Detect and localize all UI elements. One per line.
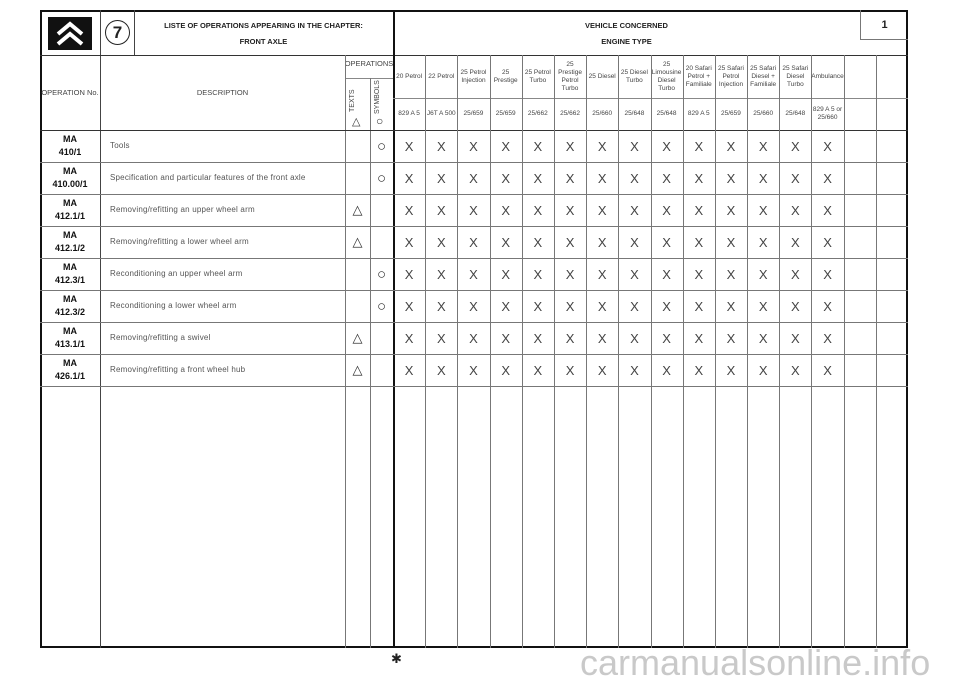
applicability-mark: X	[565, 170, 575, 186]
applicability-mark: X	[533, 234, 543, 250]
engine-type: 25/659	[463, 110, 484, 117]
applicability-mark: X	[694, 330, 704, 346]
operation-prefix: MA	[63, 262, 77, 272]
operation-description: Removing/refitting an upper wheel arm	[110, 205, 255, 214]
applicability-mark: X	[694, 298, 704, 314]
operation-code: 412.1/2	[54, 243, 86, 253]
applicability-mark: X	[726, 170, 736, 186]
operation-prefix: MA	[63, 166, 77, 176]
vehicle-name: 25 Safari Diesel + Familiale	[750, 65, 777, 88]
applicability-mark: X	[501, 298, 510, 314]
applicability-mark: X	[726, 266, 736, 282]
applicability-mark: X	[630, 266, 639, 282]
operation-code: 412.3/2	[54, 307, 86, 317]
vehicle-name	[844, 56, 876, 98]
operation-number	[40, 194, 100, 226]
applicability-mark: X	[469, 362, 478, 378]
applicability-mark: X	[662, 330, 671, 346]
applicability-mark: X	[436, 202, 446, 218]
applicability-mark: X	[791, 330, 800, 346]
applicability-mark: X	[469, 298, 478, 314]
applicability-mark: X	[630, 202, 639, 218]
applicability-mark: X	[823, 202, 832, 218]
operation-code: 412.3/1	[54, 275, 86, 285]
applicability-mark: X	[823, 330, 832, 346]
triangle-icon: △	[352, 202, 363, 217]
applicability-mark: X	[436, 170, 446, 186]
applicability-mark: X	[469, 330, 478, 346]
operation-number	[40, 258, 100, 290]
applicability-mark: X	[436, 330, 446, 346]
applicability-mark: X	[662, 234, 671, 250]
applicability-mark: X	[501, 362, 510, 378]
operation-code: 410.00/1	[52, 179, 88, 189]
applicability-mark: X	[630, 362, 639, 378]
vehicle-name: 20 Safari Petrol + Familiale	[685, 65, 712, 88]
applicability-mark: X	[726, 138, 736, 154]
applicability-mark: X	[630, 234, 639, 250]
applicability-mark: X	[565, 330, 575, 346]
applicability-mark: X	[630, 298, 639, 314]
applicability-mark: X	[436, 266, 446, 282]
operation-prefix: MA	[63, 358, 77, 368]
operation-number	[40, 290, 100, 322]
applicability-mark: X	[758, 330, 768, 346]
applicability-mark: X	[662, 298, 671, 314]
operation-description: Removing/refitting a lower wheel arm	[110, 237, 249, 246]
page-number: 1	[860, 10, 908, 40]
applicability-mark: X	[791, 138, 800, 154]
applicability-mark: X	[565, 234, 575, 250]
row-divider	[40, 386, 908, 387]
operation-number	[40, 130, 100, 162]
applicability-mark: X	[662, 170, 671, 186]
operation-no-header: OPERATION No.	[41, 88, 99, 97]
triangle-icon: △	[352, 234, 363, 249]
applicability-mark: X	[404, 170, 414, 186]
applicability-mark: X	[662, 138, 671, 154]
operation-prefix: MA	[63, 294, 77, 304]
applicability-mark: X	[404, 202, 414, 218]
engine-type	[876, 98, 908, 130]
vehicle-name: 25 Limousine Diesel Turbo	[651, 61, 682, 92]
applicability-mark: X	[469, 138, 478, 154]
applicability-mark: X	[823, 138, 832, 154]
applicability-mark: X	[533, 298, 543, 314]
applicability-mark: X	[469, 234, 478, 250]
applicability-mark: X	[662, 362, 671, 378]
applicability-mark: X	[758, 170, 768, 186]
description-header: DESCRIPTION	[196, 87, 249, 97]
applicability-mark: X	[565, 202, 575, 218]
operations-header: OPERATIONS	[344, 59, 394, 68]
applicability-mark: X	[597, 362, 607, 378]
applicability-mark: X	[726, 330, 736, 346]
circle-icon: ○	[376, 169, 387, 187]
applicability-mark: X	[533, 266, 543, 282]
applicability-mark: X	[533, 330, 543, 346]
applicability-mark: X	[791, 202, 800, 218]
applicability-mark: X	[501, 170, 510, 186]
operation-code: 413.1/1	[54, 339, 86, 349]
operation-description: Removing/refitting a front wheel hub	[110, 365, 246, 374]
applicability-mark: X	[758, 298, 768, 314]
applicability-mark: X	[791, 298, 800, 314]
applicability-mark: X	[597, 266, 607, 282]
applicability-mark: X	[630, 170, 639, 186]
applicability-mark: X	[436, 362, 446, 378]
applicability-mark: X	[501, 330, 510, 346]
applicability-mark: X	[436, 298, 446, 314]
applicability-mark: X	[533, 170, 543, 186]
applicability-mark: X	[501, 234, 510, 250]
engine-type-label: ENGINE TYPE	[601, 37, 652, 46]
engine-type: 25/660	[753, 110, 774, 117]
engine-type: 25/659	[721, 110, 741, 117]
operation-number	[40, 354, 100, 386]
citroen-logo	[48, 17, 92, 50]
vehicle-name: Ambulance	[811, 73, 844, 80]
applicability-mark: X	[791, 266, 800, 282]
vehicle-name: 22 Petrol	[428, 73, 455, 80]
operation-description: Reconditioning an upper wheel arm	[110, 269, 243, 278]
watermark: carmanualsonline.info	[580, 642, 931, 683]
applicability-mark: X	[694, 170, 704, 186]
operation-code: 426.1/1	[54, 371, 86, 381]
applicability-mark: X	[630, 330, 639, 346]
applicability-mark: X	[758, 362, 768, 378]
applicability-mark: X	[501, 266, 510, 282]
applicability-mark: X	[436, 138, 446, 154]
column-divider	[876, 55, 877, 648]
operation-description: Removing/refitting a swivel	[110, 333, 211, 342]
engine-type: J6T A 500	[426, 110, 456, 117]
applicability-mark: X	[823, 298, 832, 314]
engine-type	[844, 98, 876, 130]
engine-type: 25/662	[560, 110, 580, 117]
applicability-mark: X	[565, 362, 575, 378]
operation-prefix: MA	[63, 134, 77, 144]
vehicle-concerned-label: VEHICLE CONCERNED	[585, 21, 668, 30]
column-divider	[844, 55, 845, 648]
applicability-mark: X	[758, 202, 768, 218]
vehicle-name: 25 Prestige Petrol Turbo	[558, 61, 582, 92]
engine-type: 25/648	[785, 110, 806, 117]
vehicle-name: 25 Safari Petrol Injection	[717, 65, 744, 88]
applicability-mark: X	[501, 138, 510, 154]
circle-icon: ○	[376, 137, 387, 155]
texts-header: TEXTS	[349, 89, 356, 112]
circle-icon: ○	[376, 114, 384, 128]
operation-prefix: MA	[63, 326, 77, 336]
operation-code: 412.1/1	[54, 211, 86, 221]
engine-type: 829 A 5	[687, 110, 710, 117]
chapter-title: LISTE OF OPERATIONS APPEARING IN THE CHAPTER:	[164, 21, 363, 30]
vehicle-name: 25 Petrol Turbo	[524, 69, 551, 84]
circle-icon: ○	[376, 265, 387, 283]
engine-type: 25/662	[527, 110, 548, 117]
vehicle-name	[876, 56, 908, 98]
operation-code: 410/1	[58, 147, 82, 157]
chapter-subtitle: FRONT AXLE	[239, 37, 288, 46]
applicability-mark: X	[823, 362, 832, 378]
applicability-mark: X	[694, 202, 704, 218]
applicability-mark: X	[823, 170, 832, 186]
applicability-mark: X	[726, 298, 736, 314]
applicability-mark: X	[791, 362, 800, 378]
applicability-mark: X	[662, 266, 671, 282]
applicability-mark: X	[565, 138, 575, 154]
applicability-mark: X	[404, 298, 414, 314]
applicability-mark: X	[597, 234, 607, 250]
vehicle-name: 25 Diesel	[588, 73, 616, 80]
operation-prefix: MA	[63, 230, 77, 240]
applicability-mark: X	[597, 138, 607, 154]
applicability-mark: X	[597, 330, 607, 346]
triangle-icon: △	[352, 362, 363, 377]
engine-type: 25/660	[592, 110, 613, 117]
applicability-mark: X	[533, 362, 543, 378]
operation-description: Tools	[110, 141, 130, 150]
circle-icon: ○	[376, 297, 387, 315]
applicability-mark: X	[758, 234, 768, 250]
applicability-mark: X	[404, 362, 414, 378]
engine-type: 25/659	[495, 110, 516, 117]
vehicle-name: 25 Prestige	[493, 69, 518, 84]
applicability-mark: X	[758, 266, 768, 282]
applicability-mark: X	[469, 170, 478, 186]
applicability-mark: X	[565, 298, 575, 314]
operation-prefix: MA	[63, 198, 77, 208]
applicability-mark: X	[758, 138, 768, 154]
vehicle-name: 25 Petrol Injection	[460, 69, 487, 84]
applicability-mark: X	[533, 138, 543, 154]
applicability-mark: X	[597, 298, 607, 314]
applicability-mark: X	[791, 170, 800, 186]
applicability-mark: X	[565, 266, 575, 282]
applicability-mark: X	[469, 266, 478, 282]
asterisk-icon: ✱	[391, 651, 402, 666]
applicability-mark: X	[726, 202, 736, 218]
applicability-mark: X	[436, 234, 446, 250]
vehicle-name: 20 Petrol	[396, 73, 423, 80]
applicability-mark: X	[823, 266, 832, 282]
applicability-mark: X	[791, 234, 800, 250]
applicability-mark: X	[823, 234, 832, 250]
operation-description: Reconditioning a lower wheel arm	[110, 301, 237, 310]
applicability-mark: X	[404, 330, 414, 346]
applicability-mark: X	[533, 202, 543, 218]
applicability-mark: X	[469, 202, 478, 218]
operation-description: Specification and particular features of the front axle	[110, 173, 306, 182]
engine-type: 829 A 5 or 25/660	[812, 106, 843, 121]
applicability-mark: X	[597, 170, 607, 186]
vehicle-name: 25 Safari Diesel Turbo	[782, 65, 809, 88]
operation-number	[40, 162, 100, 194]
applicability-mark: X	[726, 362, 736, 378]
applicability-mark: X	[694, 234, 704, 250]
triangle-icon: △	[352, 330, 363, 345]
applicability-mark: X	[630, 138, 639, 154]
vehicle-name: 25 Diesel Turbo	[620, 69, 648, 84]
applicability-mark: X	[694, 362, 704, 378]
symbols-header: SYMBOLS	[374, 80, 381, 114]
engine-type: 25/648	[624, 110, 645, 117]
applicability-mark: X	[662, 202, 671, 218]
applicability-mark: X	[404, 138, 414, 154]
engine-type: 829 A 5	[398, 110, 420, 117]
chapter-number-badge: 7	[105, 20, 130, 45]
applicability-mark: X	[694, 266, 704, 282]
applicability-mark: X	[404, 234, 414, 250]
applicability-mark: X	[501, 202, 510, 218]
applicability-mark: X	[404, 266, 414, 282]
applicability-mark: X	[597, 202, 607, 218]
applicability-mark: X	[694, 138, 704, 154]
applicability-mark: X	[726, 234, 736, 250]
triangle-icon: △	[352, 116, 361, 128]
engine-type: 25/648	[656, 110, 677, 117]
operation-number	[40, 226, 100, 258]
operation-number	[40, 322, 100, 354]
